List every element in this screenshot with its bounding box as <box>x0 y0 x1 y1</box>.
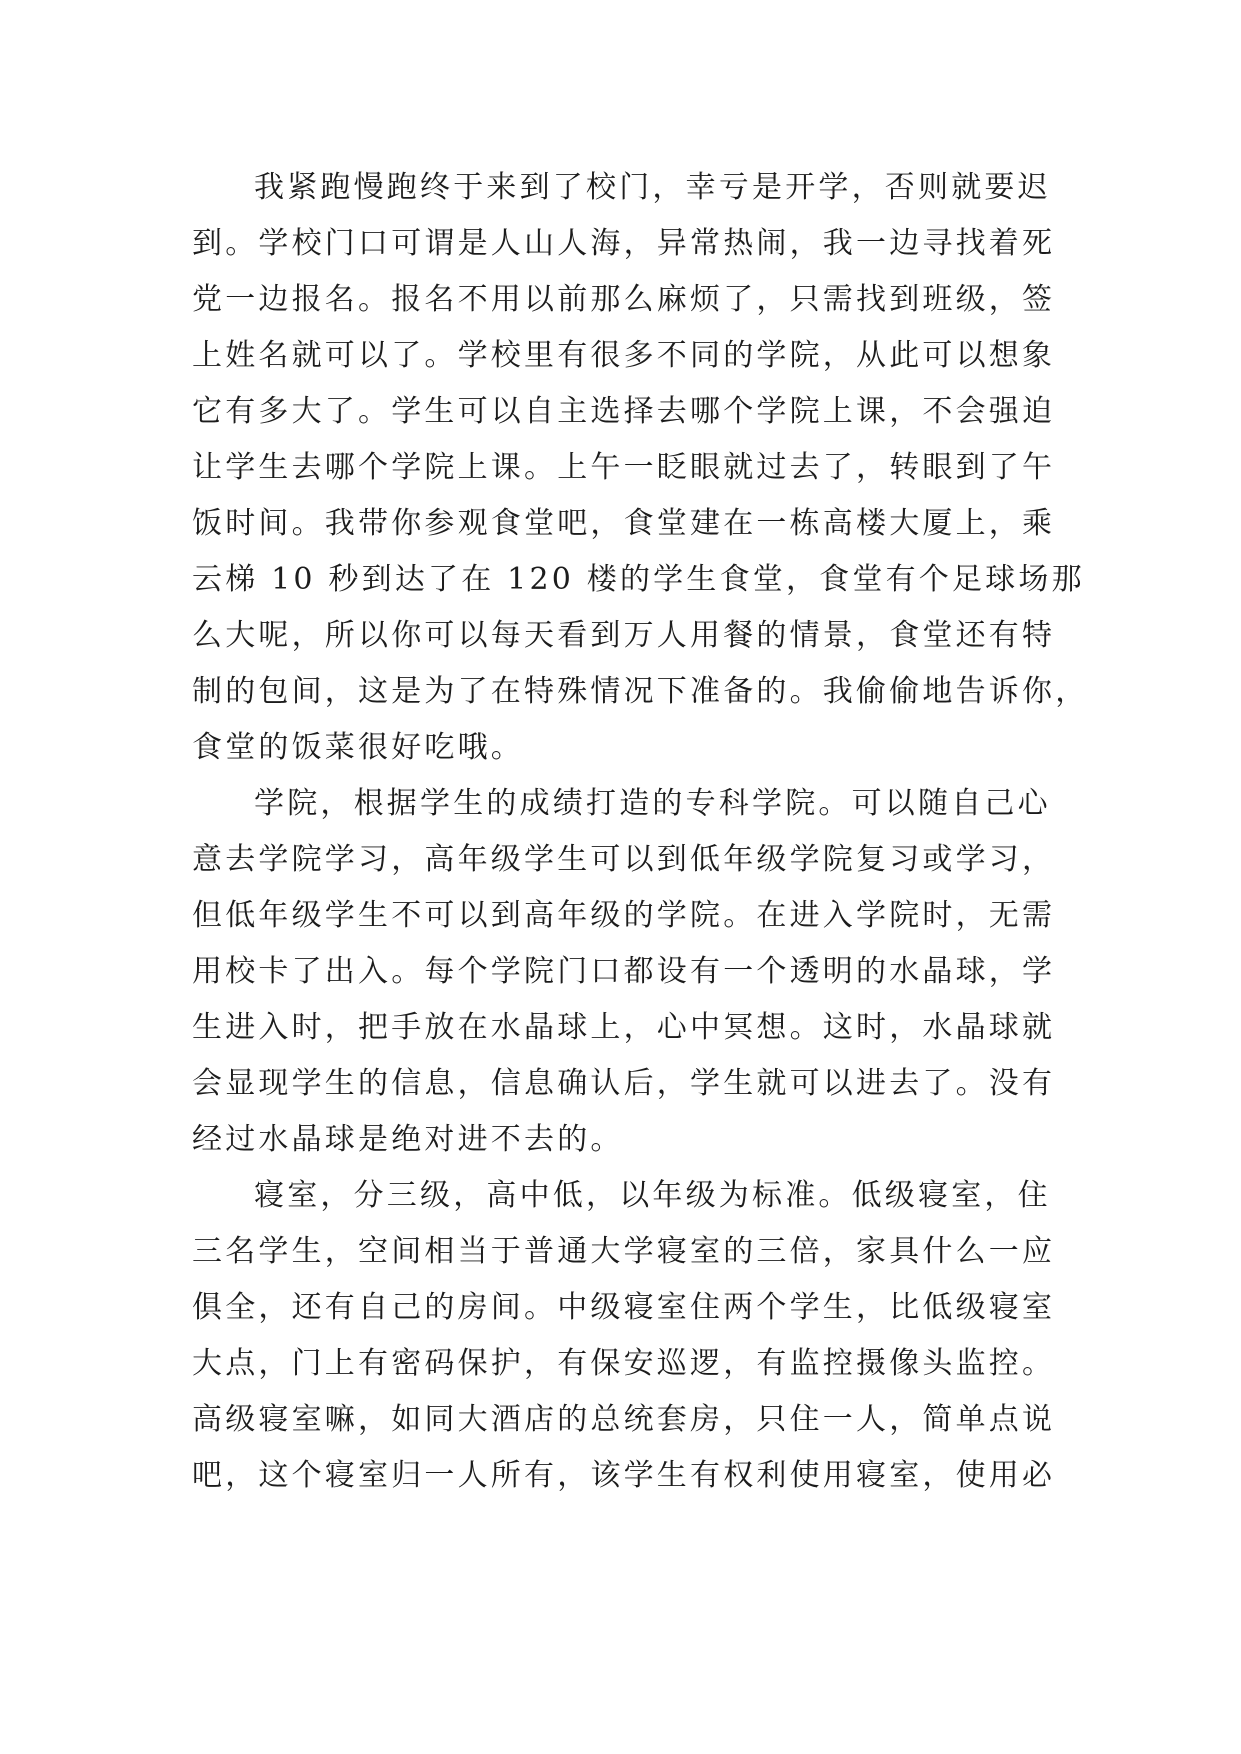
text-line: 学院，根据学生的成绩打造的专科学院。可以随自己心 <box>254 786 1051 821</box>
text-line: 但低年级学生不可以到高年级的学院。在进入学院时，无需 <box>192 898 1056 933</box>
text-line: 我紧跑慢跑终于来到了校门，幸亏是开学，否则就要迟 <box>254 170 1051 205</box>
text-line: 意去学院学习，高年级学生可以到低年级学院复习或学习， <box>192 842 1056 877</box>
text-line: 生进入时，把手放在水晶球上，心中冥想。这时，水晶球就 <box>192 1010 1056 1045</box>
text-line: 三名学生，空间相当于普通大学寝室的三倍，家具什么一应 <box>192 1234 1056 1269</box>
text-line: 俱全，还有自己的房间。中级寝室住两个学生，比低级寝室 <box>192 1290 1056 1325</box>
document-body <box>192 160 1089 1504</box>
text-line: 用校卡了出入。每个学院门口都设有一个透明的水晶球，学 <box>192 954 1056 989</box>
text-line: 上姓名就可以了。学校里有很多不同的学院，从此可以想象 <box>192 338 1056 373</box>
text-line: 党一边报名。报名不用以前那么麻烦了，只需找到班级，签 <box>192 282 1056 317</box>
text-line: 经过水晶球是绝对进不去的。 <box>192 1122 624 1157</box>
text-line: 它有多大了。学生可以自主选择去哪个学院上课，不会强迫 <box>192 394 1056 429</box>
paragraph-2 <box>192 776 1056 1168</box>
paragraph-1 <box>192 160 1089 776</box>
text-line: 吧，这个寝室归一人所有，该学生有权利使用寝室，使用必 <box>192 1458 1056 1493</box>
text-line: 大点，门上有密码保护，有保安巡逻，有监控摄像头监控。 <box>192 1346 1056 1381</box>
text-line: 制的包间，这是为了在特殊情况下准备的。我偷偷地告诉你， <box>192 674 1089 709</box>
text-line: 饭时间。我带你参观食堂吧，食堂建在一栋高楼大厦上，乘 <box>192 506 1056 541</box>
text-line: 寝室，分三级，高中低，以年级为标准。低级寝室，住 <box>254 1178 1051 1213</box>
text-line: 高级寝室嘛，如同大酒店的总统套房，只住一人，简单点说 <box>192 1402 1056 1437</box>
text-line: 会显现学生的信息，信息确认后，学生就可以进去了。没有 <box>192 1066 1056 1101</box>
text-line: 到。学校门口可谓是人山人海，异常热闹，我一边寻找着死 <box>192 226 1056 261</box>
text-line: 让学生去哪个学院上课。上午一眨眼就过去了，转眼到了午 <box>192 450 1056 485</box>
text-line: 食堂的饭菜很好吃哦。 <box>192 730 524 765</box>
paragraph-3 <box>192 1168 1056 1504</box>
text-line: 云梯 10 秒到达了在 120 楼的学生食堂，食堂有个足球场那 <box>192 562 1085 597</box>
text-line: 么大呢，所以你可以每天看到万人用餐的情景，食堂还有特 <box>192 618 1056 653</box>
